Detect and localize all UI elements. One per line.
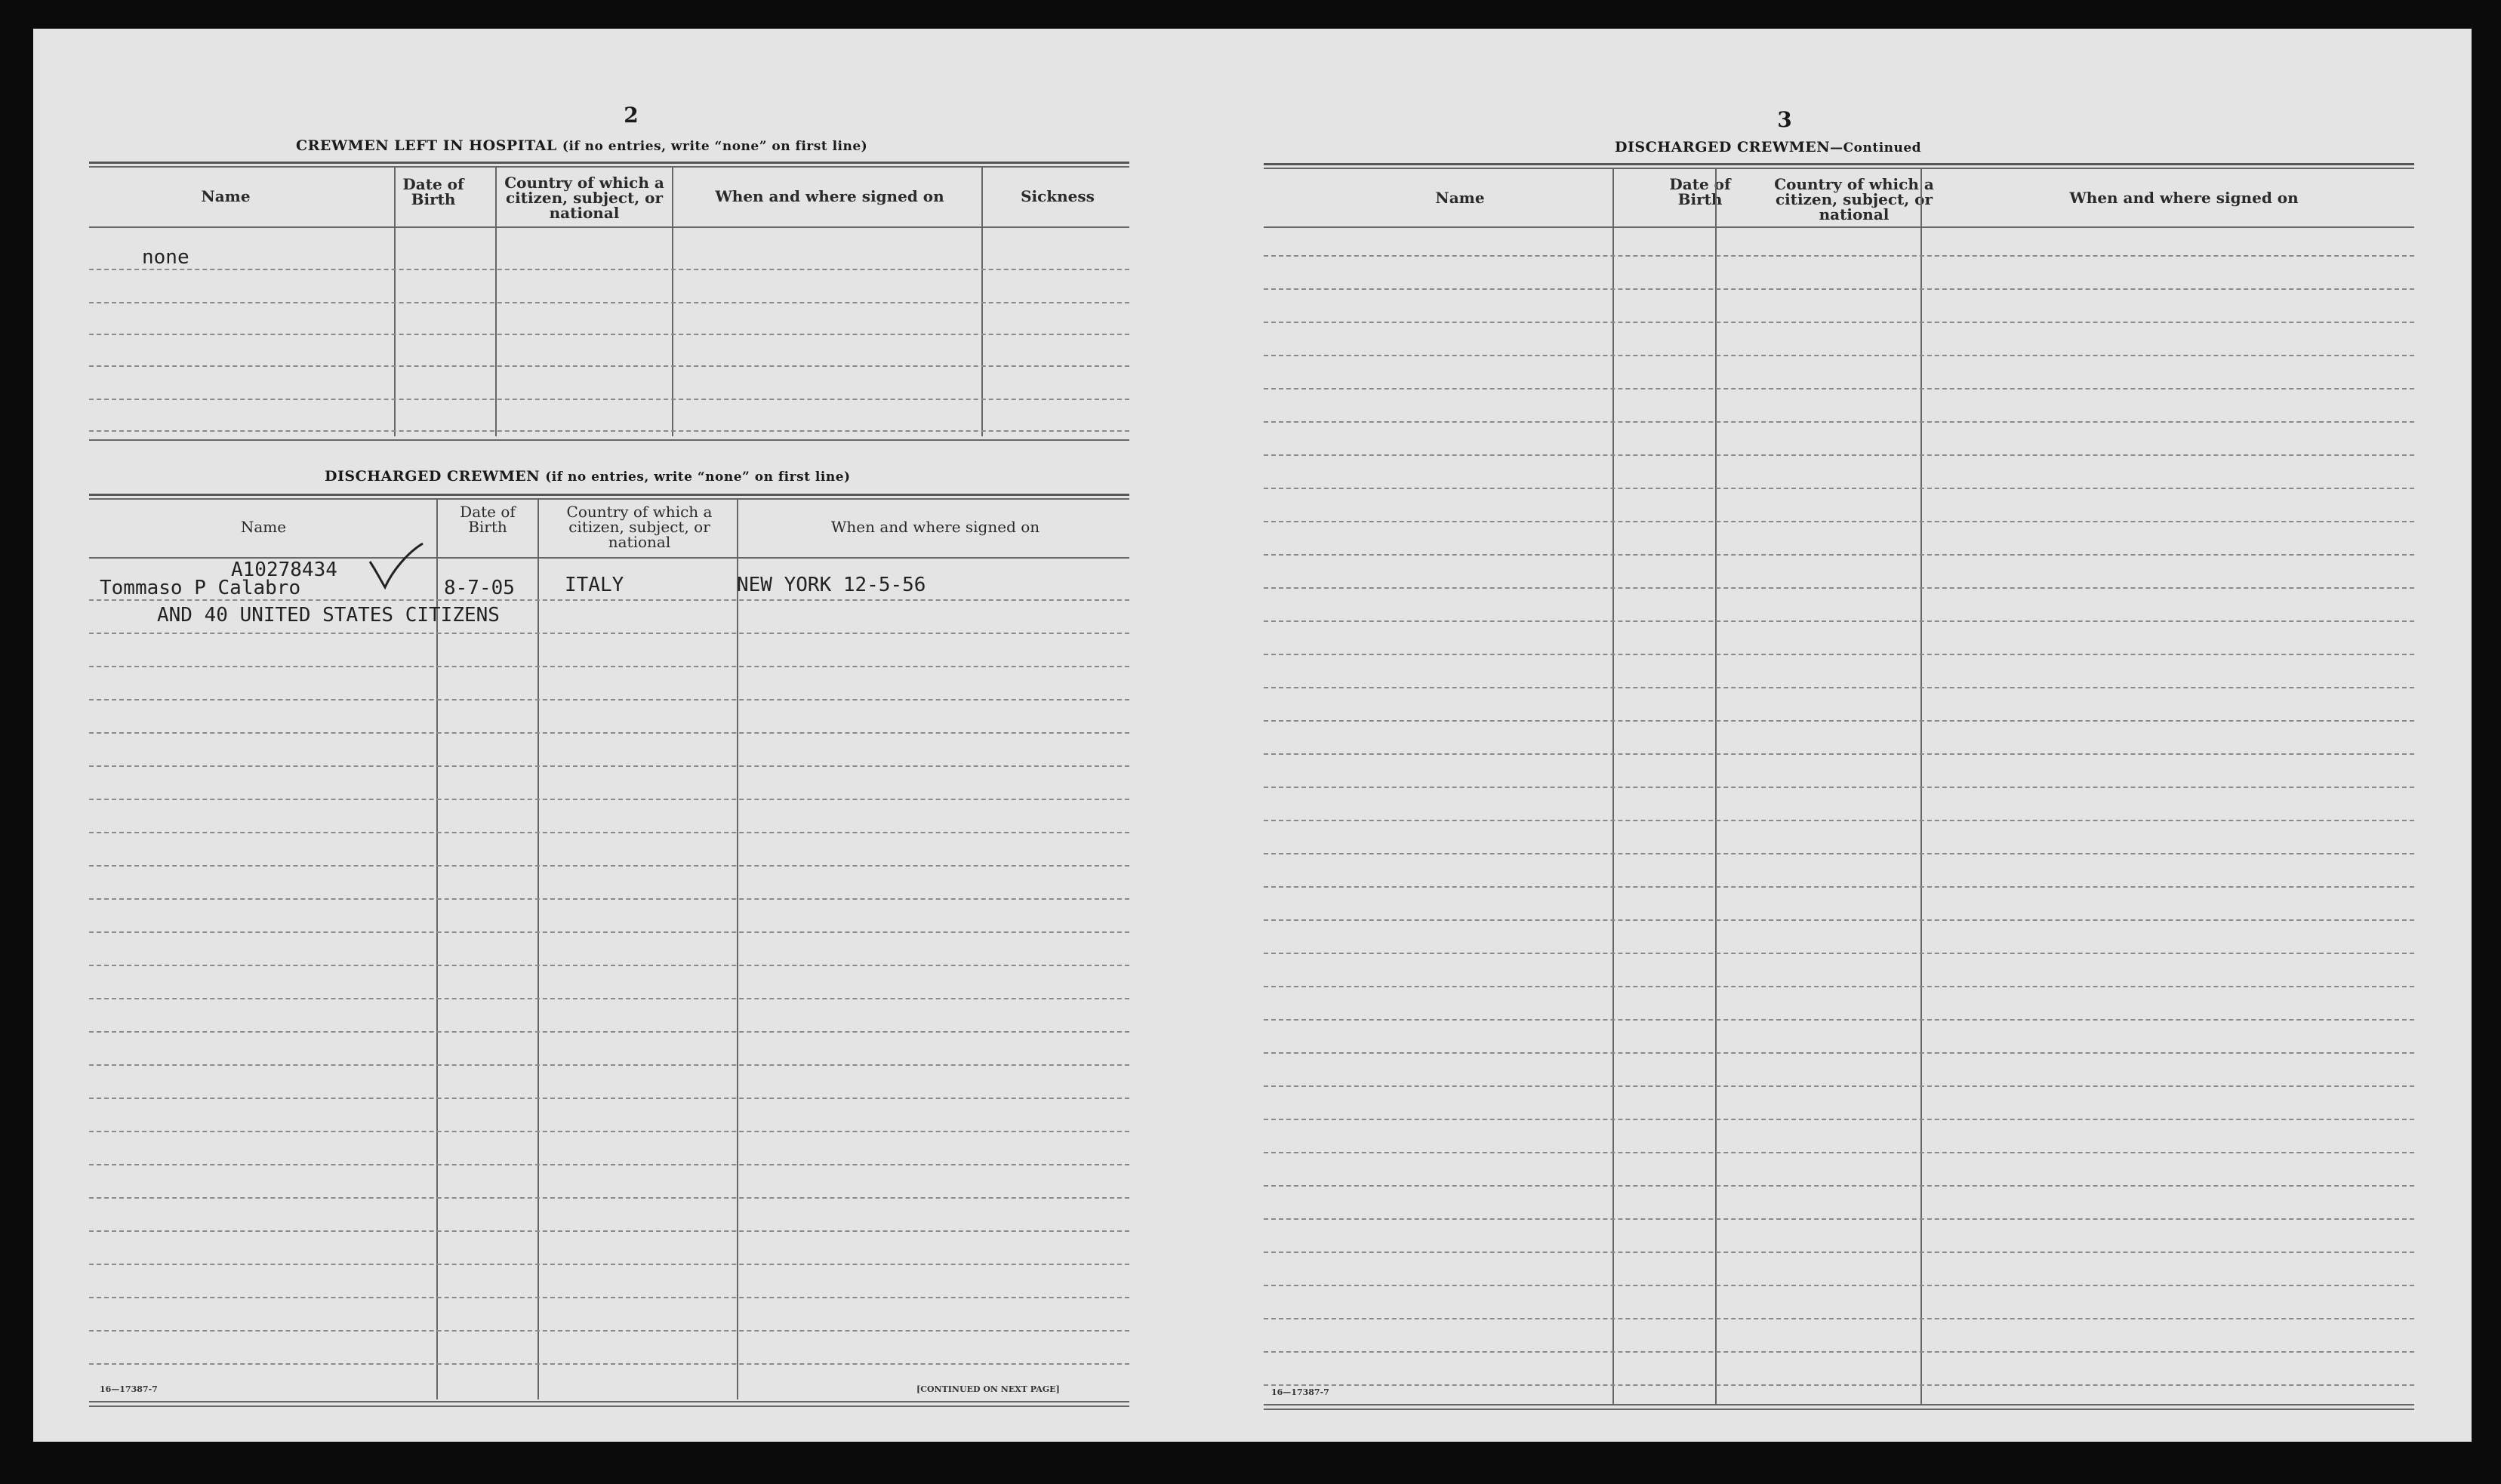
ruled-line bbox=[1264, 753, 2414, 755]
ruled-line bbox=[1264, 587, 2414, 589]
right-title: DISCHARGED CREWMEN bbox=[1615, 139, 1831, 155]
hospital-note: (if no entries, write “none” on first line) bbox=[562, 139, 868, 154]
ruled-line bbox=[89, 1330, 1129, 1332]
ruled-line bbox=[89, 1031, 1129, 1033]
ruled-line bbox=[1264, 454, 2414, 456]
ruled-line bbox=[89, 931, 1129, 933]
ruled-line bbox=[1264, 255, 2414, 257]
ruled-line bbox=[1264, 1185, 2414, 1187]
ruled-line bbox=[89, 1264, 1129, 1265]
continued-note: [CONTINUED ON NEXT PAGE] bbox=[916, 1384, 1060, 1394]
discharged-bottom-rule bbox=[89, 1401, 1129, 1402]
ruled-line bbox=[1264, 421, 2414, 423]
ruled-line bbox=[89, 1164, 1129, 1165]
ruled-line bbox=[1264, 986, 2414, 987]
crewman-signed-on: NEW YORK 12-5-56 bbox=[737, 574, 926, 596]
right-top-rule-2 bbox=[1264, 168, 2414, 169]
discharged-top-rule bbox=[89, 494, 1129, 496]
discharged-col-name: Name bbox=[240, 518, 287, 536]
ruled-line bbox=[1264, 1119, 2414, 1120]
ruled-line bbox=[1264, 787, 2414, 788]
document-sheet bbox=[33, 29, 2472, 1442]
ruled-line bbox=[89, 1064, 1129, 1066]
discharged-top-rule-2 bbox=[89, 498, 1129, 500]
ruled-line bbox=[89, 1297, 1129, 1298]
check-mark-icon bbox=[365, 540, 426, 593]
ruled-line bbox=[89, 699, 1129, 700]
hospital-line bbox=[89, 430, 1129, 432]
ruled-line bbox=[1264, 322, 2414, 323]
ruled-line bbox=[1264, 388, 2414, 389]
ruled-line bbox=[1264, 1085, 2414, 1087]
ruled-line bbox=[1264, 1152, 2414, 1153]
ruled-line bbox=[89, 898, 1129, 900]
discharged-title: DISCHARGED CREWMEN bbox=[325, 468, 541, 485]
ruled-line bbox=[1264, 919, 2414, 921]
right-title-suffix: —Continued bbox=[1830, 140, 1922, 155]
ruled-line bbox=[1264, 554, 2414, 556]
crewman-name: Tommaso P Calabro bbox=[100, 577, 301, 599]
right-section-title bbox=[1615, 139, 1921, 155]
hospital-title: CREWMEN LEFT IN HOSPITAL bbox=[296, 137, 557, 154]
discharged-col-signed: When and where signed on bbox=[830, 518, 1040, 536]
discharged-note: (if no entries, write “none” on first line) bbox=[545, 470, 851, 485]
hospital-col-name: Name bbox=[201, 187, 251, 205]
right-bottom-rule bbox=[1264, 1404, 2414, 1405]
ruled-line bbox=[89, 633, 1129, 634]
alien-number: A10278434 bbox=[231, 559, 337, 581]
hospital-col-signed: When and where signed on bbox=[715, 187, 944, 205]
right-header-rule bbox=[1264, 226, 2414, 228]
ruled-line bbox=[1264, 1318, 2414, 1319]
hospital-line bbox=[89, 269, 1129, 270]
right-top-rule bbox=[1264, 163, 2414, 165]
ruled-line bbox=[1264, 355, 2414, 356]
hospital-top-rule-2 bbox=[89, 166, 1129, 168]
ruled-line bbox=[89, 998, 1129, 999]
ruled-line bbox=[89, 1098, 1129, 1099]
ruled-line bbox=[89, 1363, 1129, 1365]
right-col-dob: Date of Birth bbox=[1669, 175, 1731, 208]
ruled-line bbox=[89, 832, 1129, 833]
hospital-col-dob: Date of Birth bbox=[402, 175, 464, 208]
hospital-line bbox=[89, 334, 1129, 335]
ruled-line bbox=[89, 799, 1129, 800]
ruled-line bbox=[89, 1230, 1129, 1232]
form-number-left: 16—17387-7 bbox=[100, 1384, 158, 1394]
right-col-signed: When and where signed on bbox=[2069, 189, 2299, 207]
ruled-line bbox=[89, 865, 1129, 867]
hospital-top-rule bbox=[89, 162, 1129, 164]
right-col-country: Country of which a citizen, subject, or national bbox=[1774, 175, 1934, 223]
discharged-section-title bbox=[325, 468, 851, 485]
hospital-line bbox=[89, 399, 1129, 400]
ruled-line bbox=[1264, 953, 2414, 954]
hospital-line bbox=[89, 365, 1129, 367]
discharged-col-dob: Date of Birth bbox=[460, 503, 516, 536]
ruled-line bbox=[1264, 720, 2414, 722]
ruled-line bbox=[1264, 654, 2414, 655]
ruled-line bbox=[1264, 1351, 2414, 1353]
ruled-line bbox=[1264, 1252, 2414, 1253]
hospital-col-country: Country of which a citizen, subject, or national bbox=[504, 174, 664, 222]
us-citizens-summary: AND 40 UNITED STATES CITIZENS bbox=[157, 604, 500, 627]
ruled-line bbox=[1264, 288, 2414, 290]
hospital-entry-none: none bbox=[142, 246, 189, 269]
ruled-line bbox=[1264, 521, 2414, 522]
hospital-col-sickness: Sickness bbox=[1021, 187, 1095, 205]
page-number-left: 2 bbox=[624, 103, 639, 128]
ruled-line bbox=[1264, 820, 2414, 821]
ruled-line bbox=[89, 666, 1129, 667]
ruled-line bbox=[1264, 1218, 2414, 1220]
ruled-line bbox=[1264, 488, 2414, 489]
hospital-header-rule bbox=[89, 226, 1129, 228]
ruled-line bbox=[89, 732, 1129, 734]
form-number-right: 16—17387-7 bbox=[1271, 1387, 1329, 1397]
ruled-line bbox=[1264, 853, 2414, 854]
ruled-line bbox=[89, 599, 1129, 601]
hospital-bottom-rule bbox=[89, 439, 1129, 441]
hospital-line bbox=[89, 302, 1129, 303]
ruled-line bbox=[89, 1131, 1129, 1132]
page-number-right: 3 bbox=[1777, 107, 1792, 132]
ruled-line bbox=[1264, 1285, 2414, 1286]
ruled-line bbox=[1264, 886, 2414, 888]
ruled-line bbox=[1264, 1019, 2414, 1021]
ruled-line bbox=[1264, 1384, 2414, 1386]
ruled-line bbox=[1264, 620, 2414, 622]
ruled-line bbox=[1264, 1052, 2414, 1054]
crewman-dob: 8-7-05 bbox=[444, 577, 515, 599]
crewman-country: ITALY bbox=[565, 574, 624, 596]
discharged-bottom-rule-2 bbox=[89, 1405, 1129, 1407]
ruled-line bbox=[89, 765, 1129, 767]
hospital-section-title bbox=[296, 137, 867, 154]
ruled-line bbox=[89, 1197, 1129, 1199]
right-bottom-rule-2 bbox=[1264, 1409, 2414, 1410]
ruled-line bbox=[1264, 687, 2414, 688]
discharged-col-country: Country of which a citizen, subject, or national bbox=[566, 503, 713, 551]
right-col-name: Name bbox=[1435, 189, 1485, 207]
ruled-line bbox=[89, 965, 1129, 966]
